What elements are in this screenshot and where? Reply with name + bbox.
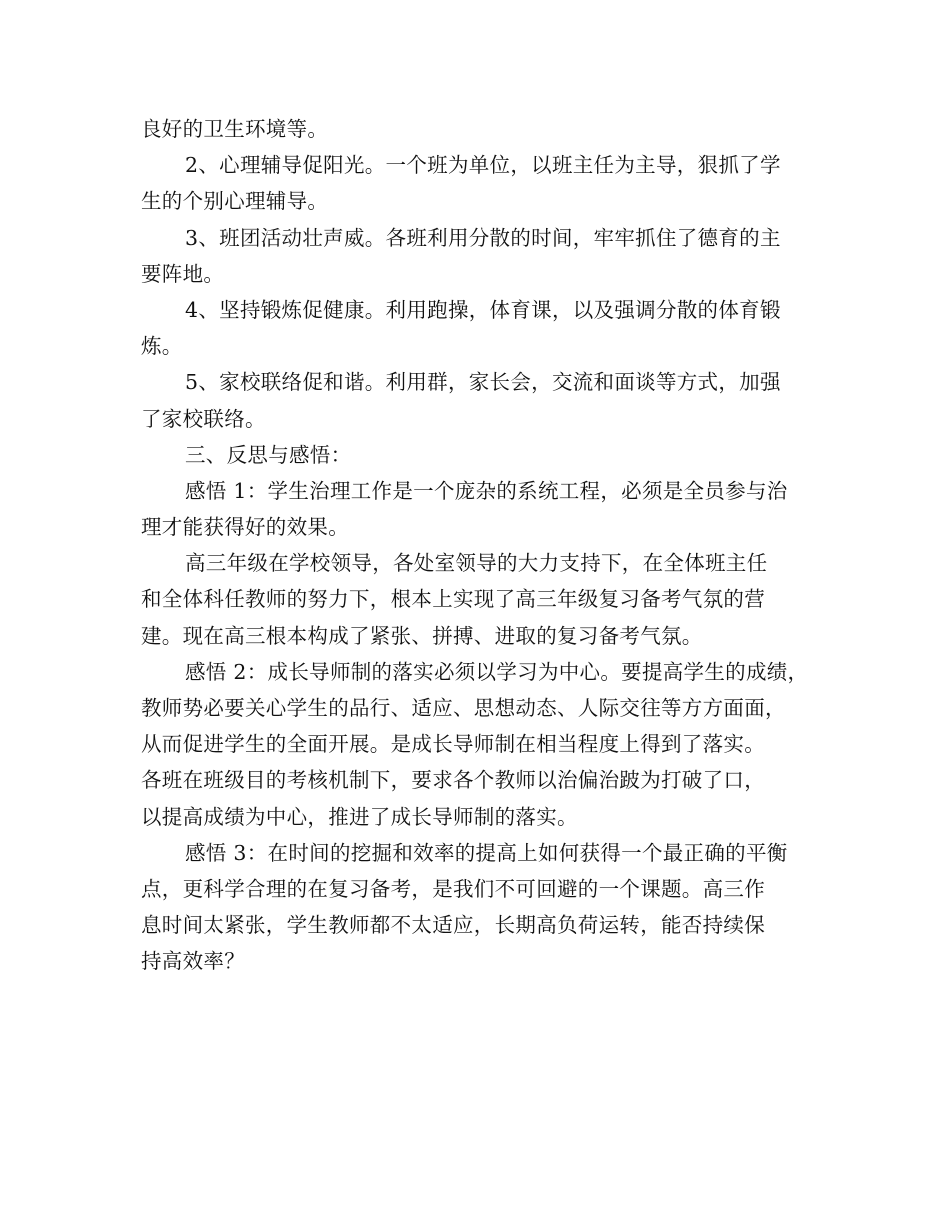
text-line: 点，更科学合理的在复习备考，是我们不可回避的一个课题。高三作 — [141, 876, 765, 901]
text-line: 持高效率？ — [141, 949, 245, 974]
text-line: 和全体科任教师的努力下，根本上实现了高三年级复习备考气氛的营 — [141, 587, 765, 612]
text-line: 4、坚持锻炼促健康。利用跑操，体育课，以及强调分散的体育锻 — [185, 297, 781, 322]
text-line: 5、家校联络促和谐。利用群，家长会，交流和面谈等方式，加强 — [185, 370, 781, 395]
text-line: 感悟 3：在时间的挖掘和效率的提高上如何获得一个最正确的平衡 — [185, 840, 788, 865]
text-line: 感悟 1：学生治理工作是一个庞杂的系统工程，必须是全员参与治 — [185, 478, 788, 503]
text-line: 要阵地。 — [141, 261, 225, 286]
document-body — [141, 111, 831, 980]
text-line: 感悟 2：成长导师制的落实必须以学习为中心。要提高学生的成绩， — [185, 659, 809, 684]
text-line: 以提高成绩为中心，推进了成长导师制的落实。 — [141, 804, 578, 829]
text-line: 三、反思与感悟： — [185, 442, 352, 467]
text-line: 高三年级在学校领导，各处室领导的大力支持下，在全体班主任 — [185, 551, 768, 576]
text-line: 2、心理辅导促阳光。一个班为单位，以班主任为主导，狠抓了学 — [185, 153, 781, 178]
text-line: 从而促进学生的全面开展。是成长导师制在相当程度上得到了落实。 — [141, 732, 765, 757]
text-line: 教师势必要关心学生的品行、适应、思想动态、人际交往等方方面面， — [141, 696, 786, 720]
text-line: 良好的卫生环境等。 — [141, 117, 329, 141]
text-line: 各班在班级目的考核机制下，要求各个教师以治偏治跛为打破了口， — [141, 768, 765, 793]
text-line: 3、班团活动壮声威。各班利用分散的时间，牢牢抓住了德育的主 — [185, 225, 781, 250]
text-line: 炼。 — [141, 334, 183, 359]
text-line: 息时间太紧张，学生教师都不太适应，长期高负荷运转，能否持续保 — [141, 913, 765, 938]
text-line: 建。现在高三根本构成了紧张、拼搏、进取的复习备考气氛。 — [141, 623, 703, 648]
text-line: 生的个别心理辅导。 — [141, 189, 329, 214]
text-line: 了家校联络。 — [141, 406, 266, 431]
text-line: 理才能获得好的效果。 — [141, 515, 349, 540]
